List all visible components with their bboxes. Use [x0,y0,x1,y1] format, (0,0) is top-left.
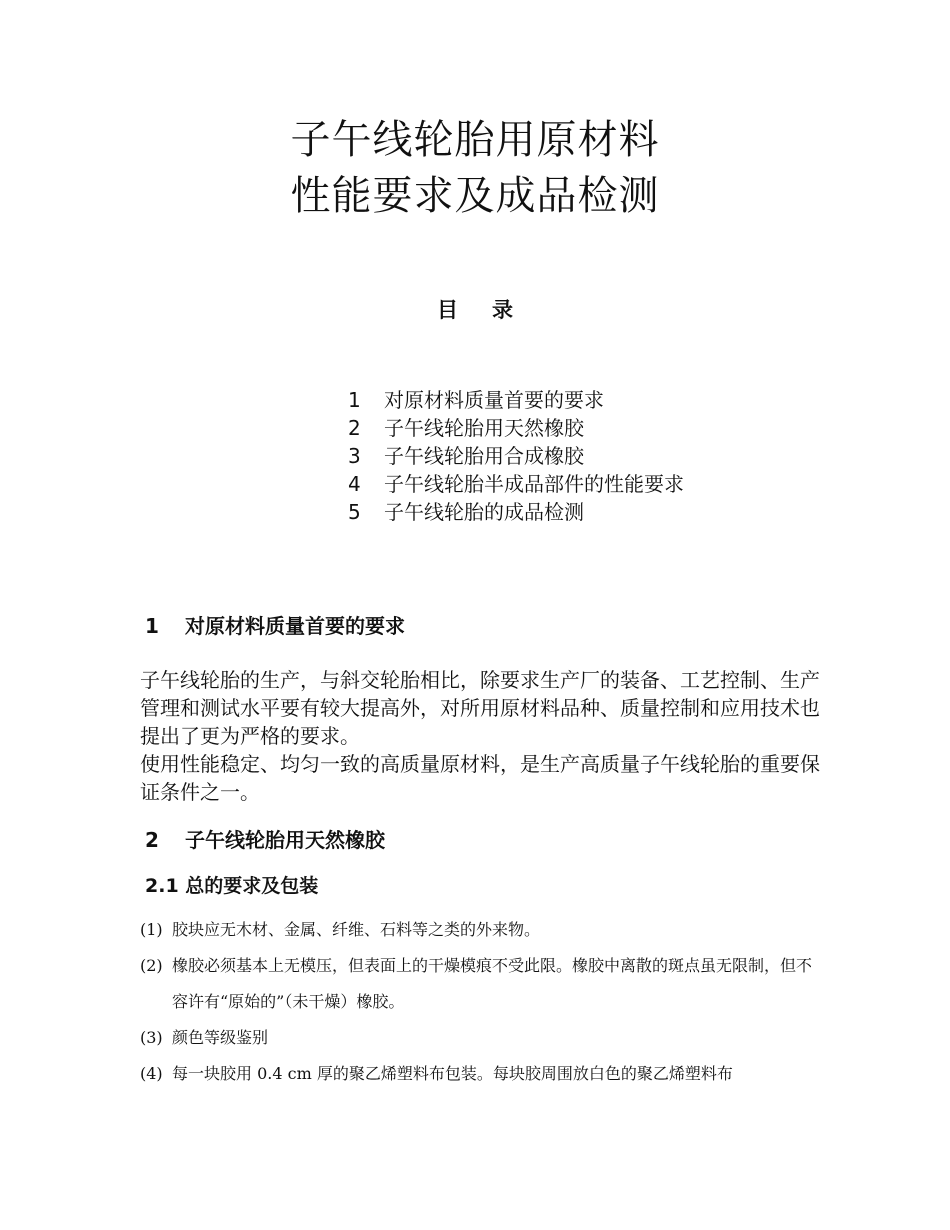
list-item-text: 颜色等级鉴别 [172,1028,269,1047]
list-item [140,912,820,948]
toc-item-number: 5 [348,500,361,524]
subsection-heading: 2.1 总的要求及包装 [145,875,319,897]
toc-item-label: 对原材料质量首要的要求 [384,388,604,412]
list-item-number: (1) [140,920,163,939]
section-number: 2 [145,828,159,852]
toc-item-number: 4 [348,472,361,496]
toc-item-label: 子午线轮胎用天然橡胶 [384,416,584,440]
list-item-text: 每一块胶用 0.4 cm 厚的聚乙烯塑料布包装。每块胶周围放白色的聚乙烯塑料布 [172,1064,733,1083]
list-item-text: 橡胶必须基本上无模压，但表面上的干燥模痕不受此限。橡胶中离散的斑点虽无限制，但不容许有“原始的”（未干燥）橡胶。 [172,956,813,1011]
toc-item [348,442,684,470]
list-item-text: 胶块应无木材、金属、纤维、石料等之类的外来物。 [172,920,541,939]
document-title-line2: 性能要求及成品检测 [290,173,660,219]
paragraph: 子午线轮胎的生产，与斜交轮胎相比，除要求生产厂的装备、工艺控制、生产管理和测试水平要有较大提高外，对所用原材料品种、质量控制和应用技术也提出了更为严格的要求。 [140,668,820,748]
section-title: 对原材料质量首要的要求 [185,614,405,638]
toc-heading: 目录 [437,298,547,322]
table-of-contents [348,386,684,526]
toc-item [348,498,684,526]
section-number: 1 [145,614,159,638]
requirement-list [140,912,820,1092]
toc-item-number: 1 [348,388,361,412]
section-heading [145,612,405,640]
list-item [140,1020,820,1056]
list-item [140,1056,820,1092]
list-item [140,948,820,1020]
section-title: 子午线轮胎用天然橡胶 [185,828,385,852]
paragraph: 使用性能稳定、均匀一致的高质量原材料，是生产高质量子午线轮胎的重要保证条件之一。 [140,752,820,804]
list-item-number: (4) [140,1064,163,1083]
toc-item-number: 2 [348,416,361,440]
toc-item [348,386,684,414]
list-item-number: (2) [140,956,163,975]
toc-item-number: 3 [348,444,361,468]
document-title-line1: 子午线轮胎用原材料 [290,117,660,163]
toc-item-label: 子午线轮胎用合成橡胶 [384,444,584,468]
toc-item [348,414,684,442]
toc-item [348,470,684,498]
section-heading [145,826,385,854]
toc-item-label: 子午线轮胎半成品部件的性能要求 [384,472,684,496]
toc-item-label: 子午线轮胎的成品检测 [384,500,584,524]
list-item-number: (3) [140,1028,163,1047]
